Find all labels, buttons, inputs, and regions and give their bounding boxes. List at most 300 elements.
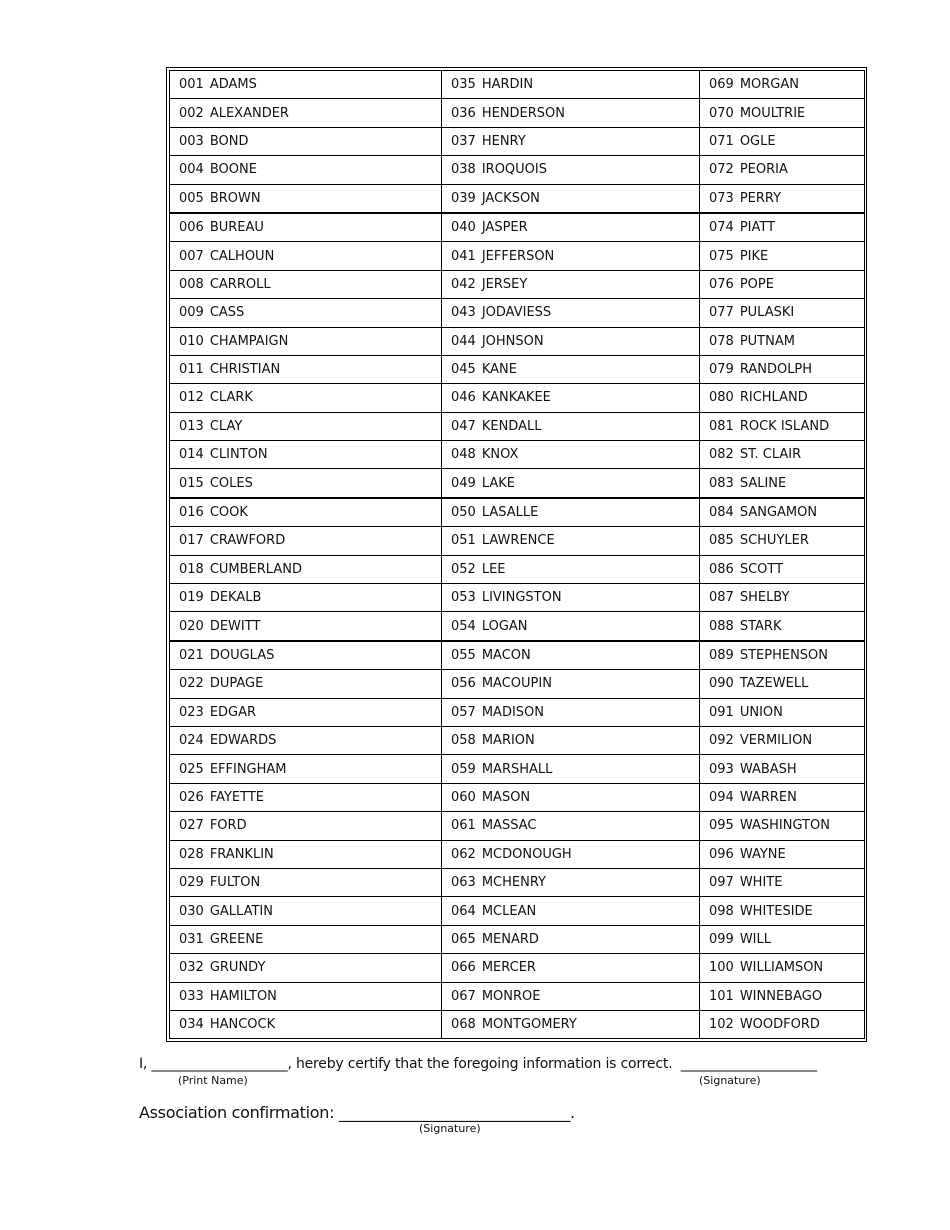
county-cell	[442, 1010, 700, 1038]
county-cell	[442, 213, 700, 242]
county-code: 085	[709, 533, 734, 549]
county-name: HARDIN	[481, 77, 534, 93]
county-cell	[170, 982, 442, 1010]
county-cell	[700, 726, 865, 754]
county-code: 051	[451, 533, 476, 549]
table-row	[170, 868, 865, 896]
county-cell	[170, 641, 442, 670]
county-name: HAMILTON	[209, 988, 277, 1004]
county-cell	[442, 897, 700, 925]
county-name: EDGAR	[209, 704, 257, 720]
county-cell	[170, 755, 442, 783]
county-code: 093	[709, 761, 734, 777]
county-code: 036	[451, 105, 476, 121]
table-row	[170, 184, 865, 213]
county-cell	[700, 584, 865, 612]
county-cell	[442, 127, 700, 155]
county-name: GREENE	[209, 931, 264, 947]
county-cell	[170, 954, 442, 982]
county-cell	[442, 982, 700, 1010]
county-code: 062	[451, 846, 476, 862]
county-cell	[700, 71, 865, 99]
county-code: 016	[179, 505, 204, 521]
county-name: VERMILION	[739, 733, 813, 749]
county-cell	[442, 156, 700, 184]
county-code: 045	[451, 362, 476, 378]
county-cell	[700, 441, 865, 469]
county-code: 082	[709, 447, 734, 463]
county-code: 098	[709, 903, 734, 919]
county-code: 040	[451, 220, 476, 236]
print-name-blank[interactable]: ____________________	[151, 1056, 288, 1072]
county-name: STARK	[739, 618, 782, 634]
county-code: 022	[179, 676, 204, 692]
county-cell	[700, 242, 865, 270]
county-name: DOUGLAS	[209, 648, 275, 663]
county-code: 048	[451, 447, 476, 463]
county-cell	[442, 612, 700, 641]
county-code: 039	[451, 190, 476, 206]
county-name: MENARD	[481, 931, 539, 947]
table-row	[170, 71, 865, 99]
county-name: LAWRENCE	[481, 533, 555, 549]
county-name: HANCOCK	[209, 1017, 276, 1033]
county-code: 049	[451, 475, 476, 491]
county-cell	[170, 299, 442, 327]
county-name: IROQUOIS	[481, 162, 547, 178]
table-row	[170, 384, 865, 412]
county-code: 024	[179, 733, 204, 749]
county-name: MADISON	[481, 704, 544, 720]
county-cell	[170, 498, 442, 527]
county-name: CUMBERLAND	[209, 561, 302, 577]
county-cell	[442, 242, 700, 270]
county-name: FORD	[209, 818, 247, 834]
county-cell	[170, 670, 442, 698]
county-name: UNION	[739, 704, 783, 720]
county-name: WAYNE	[739, 846, 786, 862]
county-code: 101	[709, 988, 734, 1004]
table-row	[170, 670, 865, 698]
county-name: WILLIAMSON	[739, 960, 824, 976]
county-code: 007	[179, 248, 204, 264]
certification-signature-blank[interactable]: ____________________	[680, 1056, 817, 1072]
county-code: 058	[451, 733, 476, 749]
table-row	[170, 555, 865, 583]
county-code: 086	[709, 561, 734, 577]
county-code: 021	[179, 648, 204, 663]
county-name: SHELBY	[739, 590, 790, 606]
association-confirmation-line	[139, 1103, 575, 1122]
county-code: 043	[451, 305, 476, 321]
county-cell	[170, 868, 442, 896]
county-name: MACON	[481, 648, 531, 663]
county-cell	[442, 184, 700, 213]
county-cell	[442, 441, 700, 469]
table-row	[170, 612, 865, 641]
county-name: FRANKLIN	[209, 846, 274, 862]
county-name: WILL	[739, 931, 772, 947]
county-cell	[700, 755, 865, 783]
table-row	[170, 412, 865, 440]
table-row	[170, 840, 865, 868]
county-cell	[170, 355, 442, 383]
county-code: 003	[179, 133, 204, 149]
county-name: WABASH	[739, 761, 797, 777]
county-name: ALEXANDER	[209, 105, 289, 121]
county-code: 069	[709, 77, 734, 93]
county-code: 056	[451, 676, 476, 692]
county-name: MASON	[481, 789, 531, 805]
county-code: 089	[709, 648, 734, 663]
county-cell	[700, 127, 865, 155]
county-code: 012	[179, 390, 204, 406]
county-name: BROWN	[209, 190, 261, 206]
association-signature-blank[interactable]: ______________________________	[339, 1103, 571, 1122]
county-cell	[700, 812, 865, 840]
county-name: ST. CLAIR	[739, 447, 802, 463]
county-name: ADAMS	[209, 77, 257, 93]
county-code: 084	[709, 505, 734, 521]
table-row	[170, 156, 865, 184]
county-cell	[170, 441, 442, 469]
county-name: WARREN	[739, 789, 797, 805]
table-row	[170, 954, 865, 982]
county-cell	[442, 71, 700, 99]
county-cell	[170, 184, 442, 213]
county-cell	[170, 412, 442, 440]
county-cell	[170, 242, 442, 270]
county-name: DUPAGE	[209, 676, 264, 692]
county-name: MOULTRIE	[739, 105, 806, 121]
county-cell	[170, 783, 442, 811]
county-name: WINNEBAGO	[739, 988, 823, 1004]
county-code: 057	[451, 704, 476, 720]
county-code: 052	[451, 561, 476, 577]
county-code: 060	[451, 789, 476, 805]
county-name: LOGAN	[481, 618, 528, 634]
county-name: MCDONOUGH	[481, 846, 572, 862]
county-name: WASHINGTON	[739, 818, 830, 834]
table-row	[170, 127, 865, 155]
county-code: 074	[709, 220, 734, 236]
county-code: 065	[451, 931, 476, 947]
county-name: JERSEY	[481, 276, 528, 292]
county-code: 001	[179, 77, 204, 93]
county-name: PERRY	[739, 190, 782, 206]
county-code: 080	[709, 390, 734, 406]
county-name: PIATT	[739, 220, 776, 236]
county-name: WHITESIDE	[739, 903, 813, 919]
association-suffix: .	[570, 1103, 575, 1122]
county-code: 063	[451, 875, 476, 891]
county-code: 015	[179, 475, 204, 491]
county-code: 037	[451, 133, 476, 149]
county-name: MCHENRY	[481, 875, 546, 891]
county-name: SANGAMON	[739, 505, 818, 521]
county-code: 018	[179, 561, 204, 577]
county-code: 076	[709, 276, 734, 292]
county-name: FAYETTE	[209, 789, 265, 805]
county-code-table	[169, 70, 865, 1039]
county-cell	[442, 755, 700, 783]
county-name: WHITE	[739, 875, 783, 891]
association-signature-caption: (Signature)	[419, 1122, 481, 1135]
county-cell	[442, 355, 700, 383]
county-name: LEE	[481, 561, 506, 577]
county-cell	[442, 954, 700, 982]
county-cell	[170, 527, 442, 555]
county-name: JASPER	[481, 220, 528, 236]
county-name: CLARK	[209, 390, 253, 406]
table-row	[170, 498, 865, 527]
table-row	[170, 441, 865, 469]
county-name: GRUNDY	[209, 960, 266, 976]
county-code: 008	[179, 276, 204, 292]
county-code: 059	[451, 761, 476, 777]
county-cell	[442, 925, 700, 953]
county-code: 075	[709, 248, 734, 264]
county-code: 019	[179, 590, 204, 606]
county-code: 010	[179, 333, 204, 349]
county-name: JEFFERSON	[481, 248, 555, 264]
county-cell	[170, 384, 442, 412]
county-name: MACOUPIN	[481, 676, 552, 692]
county-code: 028	[179, 846, 204, 862]
county-code: 035	[451, 77, 476, 93]
county-cell	[700, 840, 865, 868]
county-code: 014	[179, 447, 204, 463]
county-cell	[700, 641, 865, 670]
county-code: 102	[709, 1017, 734, 1033]
county-name: KNOX	[481, 447, 519, 463]
county-name: MASSAC	[481, 818, 537, 834]
county-name: PEORIA	[739, 162, 788, 178]
county-code: 072	[709, 162, 734, 178]
county-cell	[442, 555, 700, 583]
county-code: 023	[179, 704, 204, 720]
county-code: 061	[451, 818, 476, 834]
county-code: 004	[179, 162, 204, 178]
table-row	[170, 1010, 865, 1038]
table-row	[170, 99, 865, 127]
county-name: KANKAKEE	[481, 390, 551, 406]
county-name: LIVINGSTON	[481, 590, 562, 606]
county-code: 006	[179, 220, 204, 236]
county-name: BUREAU	[209, 220, 264, 236]
county-name: COLES	[209, 475, 253, 491]
county-code: 068	[451, 1017, 476, 1033]
county-name: LASALLE	[481, 505, 539, 521]
county-code: 053	[451, 590, 476, 606]
county-cell	[700, 925, 865, 953]
table-row	[170, 812, 865, 840]
county-code: 050	[451, 505, 476, 521]
county-name: CASS	[209, 305, 245, 321]
county-code: 083	[709, 475, 734, 491]
county-name: PIKE	[739, 248, 769, 264]
county-cell	[170, 897, 442, 925]
county-cell	[170, 612, 442, 641]
county-code: 095	[709, 818, 734, 834]
county-cell	[442, 670, 700, 698]
county-code: 100	[709, 960, 734, 976]
certification-signature-caption: (Signature)	[699, 1074, 761, 1087]
county-cell	[442, 812, 700, 840]
county-cell	[700, 213, 865, 242]
county-cell	[442, 270, 700, 298]
table-row	[170, 355, 865, 383]
county-name: FULTON	[209, 875, 261, 891]
county-cell	[170, 71, 442, 99]
county-code: 092	[709, 733, 734, 749]
county-code: 054	[451, 618, 476, 634]
county-cell	[170, 812, 442, 840]
county-cell	[700, 698, 865, 726]
county-cell	[700, 384, 865, 412]
county-code: 077	[709, 305, 734, 321]
county-cell	[442, 299, 700, 327]
county-cell	[170, 698, 442, 726]
county-name: POPE	[739, 276, 774, 292]
table-row	[170, 270, 865, 298]
county-code: 002	[179, 105, 204, 121]
county-code: 078	[709, 333, 734, 349]
county-cell	[700, 954, 865, 982]
county-cell	[700, 270, 865, 298]
county-name: SCHUYLER	[739, 533, 809, 549]
county-cell	[170, 469, 442, 498]
county-name: STEPHENSON	[739, 648, 828, 663]
county-code: 047	[451, 418, 476, 434]
county-code: 055	[451, 648, 476, 663]
county-name: ROCK ISLAND	[739, 418, 830, 434]
county-code: 071	[709, 133, 734, 149]
county-name: CALHOUN	[209, 248, 275, 264]
table-row	[170, 213, 865, 242]
county-name: DEKALB	[209, 590, 262, 606]
county-name: KANE	[481, 362, 517, 378]
county-code: 064	[451, 903, 476, 919]
table-row	[170, 698, 865, 726]
county-name: HENDERSON	[481, 105, 566, 121]
table-row	[170, 755, 865, 783]
county-cell	[700, 982, 865, 1010]
county-code: 011	[179, 362, 204, 378]
county-cell	[700, 498, 865, 527]
table-row	[170, 327, 865, 355]
county-name: DEWITT	[209, 618, 261, 634]
county-cell	[170, 584, 442, 612]
county-cell	[442, 412, 700, 440]
county-code: 041	[451, 248, 476, 264]
county-name: SCOTT	[739, 561, 784, 577]
county-cell	[700, 868, 865, 896]
county-cell	[442, 641, 700, 670]
county-cell	[442, 840, 700, 868]
county-name: KENDALL	[481, 418, 542, 434]
county-cell	[170, 213, 442, 242]
certification-prefix: I,	[139, 1056, 152, 1072]
county-cell	[170, 270, 442, 298]
table-row	[170, 982, 865, 1010]
county-table-body	[170, 71, 865, 1039]
county-name: COOK	[209, 505, 248, 521]
county-name: PUTNAM	[739, 333, 795, 349]
county-cell	[442, 99, 700, 127]
table-row	[170, 641, 865, 670]
county-cell	[170, 925, 442, 953]
county-cell	[700, 327, 865, 355]
county-table-frame	[166, 67, 867, 1042]
county-cell	[442, 384, 700, 412]
county-code: 025	[179, 761, 204, 777]
county-cell	[442, 498, 700, 527]
county-code: 029	[179, 875, 204, 891]
county-name: TAZEWELL	[739, 676, 809, 692]
county-code: 081	[709, 418, 734, 434]
county-code: 066	[451, 960, 476, 976]
county-cell	[700, 670, 865, 698]
county-cell	[170, 1010, 442, 1038]
county-cell	[170, 127, 442, 155]
county-name: MONTGOMERY	[481, 1017, 577, 1033]
county-code: 099	[709, 931, 734, 947]
table-row	[170, 299, 865, 327]
county-code: 070	[709, 105, 734, 121]
county-code: 096	[709, 846, 734, 862]
county-code: 044	[451, 333, 476, 349]
county-name: SALINE	[739, 475, 787, 491]
county-code: 013	[179, 418, 204, 434]
county-cell	[700, 612, 865, 641]
county-code: 087	[709, 590, 734, 606]
county-cell	[700, 184, 865, 213]
county-cell	[700, 1010, 865, 1038]
county-name: MCLEAN	[481, 903, 537, 919]
county-code: 020	[179, 618, 204, 634]
table-row	[170, 925, 865, 953]
county-code: 034	[179, 1017, 204, 1033]
county-code: 094	[709, 789, 734, 805]
county-name: BOND	[209, 133, 249, 149]
county-code: 073	[709, 190, 734, 206]
county-cell	[170, 726, 442, 754]
county-cell	[170, 99, 442, 127]
county-code: 017	[179, 533, 204, 549]
county-cell	[442, 527, 700, 555]
county-name: MORGAN	[739, 77, 800, 93]
county-cell	[700, 156, 865, 184]
county-cell	[442, 698, 700, 726]
county-cell	[170, 156, 442, 184]
county-name: JOHNSON	[481, 333, 544, 349]
county-cell	[700, 783, 865, 811]
county-code: 038	[451, 162, 476, 178]
county-code: 079	[709, 362, 734, 378]
county-cell	[700, 99, 865, 127]
county-name: JACKSON	[481, 190, 540, 206]
table-row	[170, 527, 865, 555]
county-name: MARION	[481, 733, 535, 749]
county-code: 088	[709, 618, 734, 634]
county-cell	[700, 897, 865, 925]
county-cell	[442, 469, 700, 498]
table-row	[170, 726, 865, 754]
county-cell	[700, 355, 865, 383]
county-name: JODAVIESS	[481, 305, 552, 321]
county-cell	[442, 584, 700, 612]
